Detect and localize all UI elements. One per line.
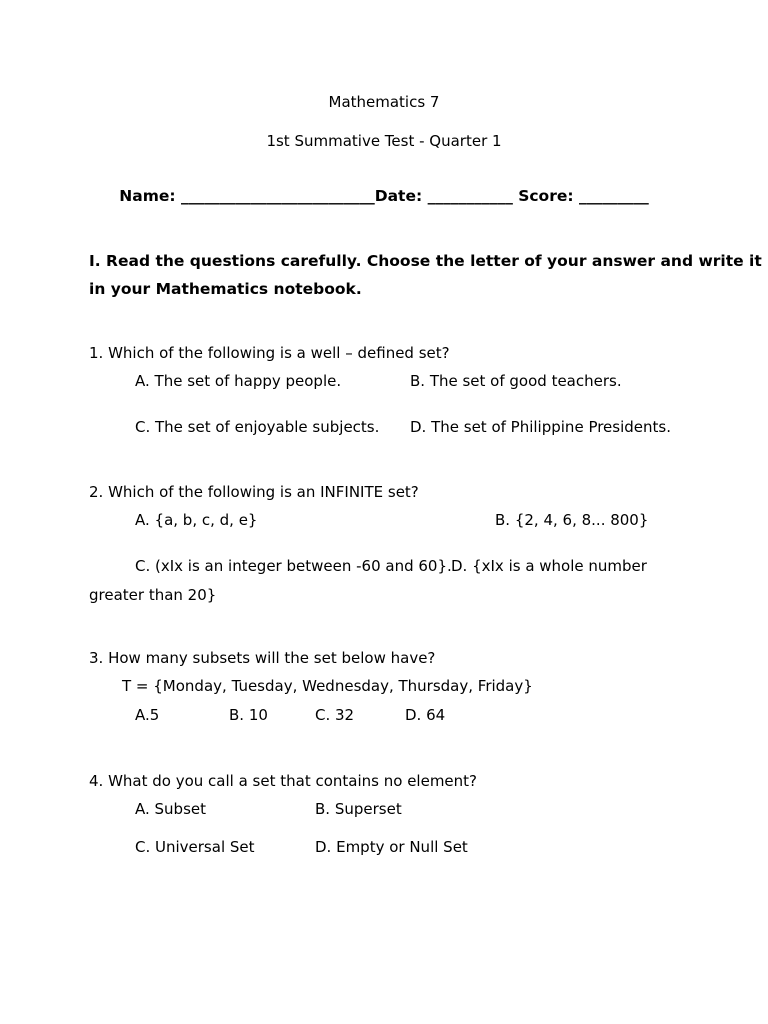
question-4-option-d: D. Empty or Null Set (315, 838, 468, 856)
student-info-line: Name: _________________________Date: ___________ Score: _________ (119, 187, 649, 205)
question-1-option-d: D. The set of Philippine Presidents. (410, 418, 671, 436)
question-3-stem: 3. How many subsets will the set below have? (89, 649, 436, 667)
question-1-option-a: A. The set of happy people. (135, 372, 342, 390)
question-2-option-c: C. (xIx is an integer between -60 and 60}. (135, 557, 452, 575)
question-4-stem: 4. What do you call a set that contains no element? (89, 772, 478, 790)
question-2-option-a: A. {a, b, c, d, e} (135, 511, 258, 529)
question-3-option-a: A.5 (135, 706, 160, 724)
page-title: Mathematics 7 (328, 93, 440, 111)
question-2-stem: 2. Which of the following is an INFINITE set? (89, 483, 419, 501)
question-4-option-a: A. Subset (135, 800, 207, 818)
question-2-option-d-continued: greater than 20} (89, 586, 217, 604)
question-3-option-b: B. 10 (229, 706, 268, 724)
question-3-option-d: D. 64 (405, 706, 446, 724)
question-3-set: T = {Monday, Tuesday, Wednesday, Thursday, Friday} (122, 677, 533, 695)
question-1-stem: 1. Which of the following is a well – defined set? (89, 344, 450, 362)
question-1-option-b: B. The set of good teachers. (410, 372, 622, 390)
instructions-line-1: I. Read the questions carefully. Choose the letter of your answer and write it (89, 252, 762, 270)
question-2-option-d: D. {xIx is a whole number (451, 557, 647, 575)
question-1-option-c: C. The set of enjoyable subjects. (135, 418, 380, 436)
question-2-option-b: B. {2, 4, 6, 8... 800} (495, 511, 649, 529)
test-subtitle: 1st Summative Test - Quarter 1 (266, 132, 502, 150)
question-3-option-c: C. 32 (315, 706, 355, 724)
instructions-line-2: in your Mathematics notebook. (89, 280, 362, 298)
question-4-option-b: B. Superset (315, 800, 402, 818)
question-4-option-c: C. Universal Set (135, 838, 255, 856)
